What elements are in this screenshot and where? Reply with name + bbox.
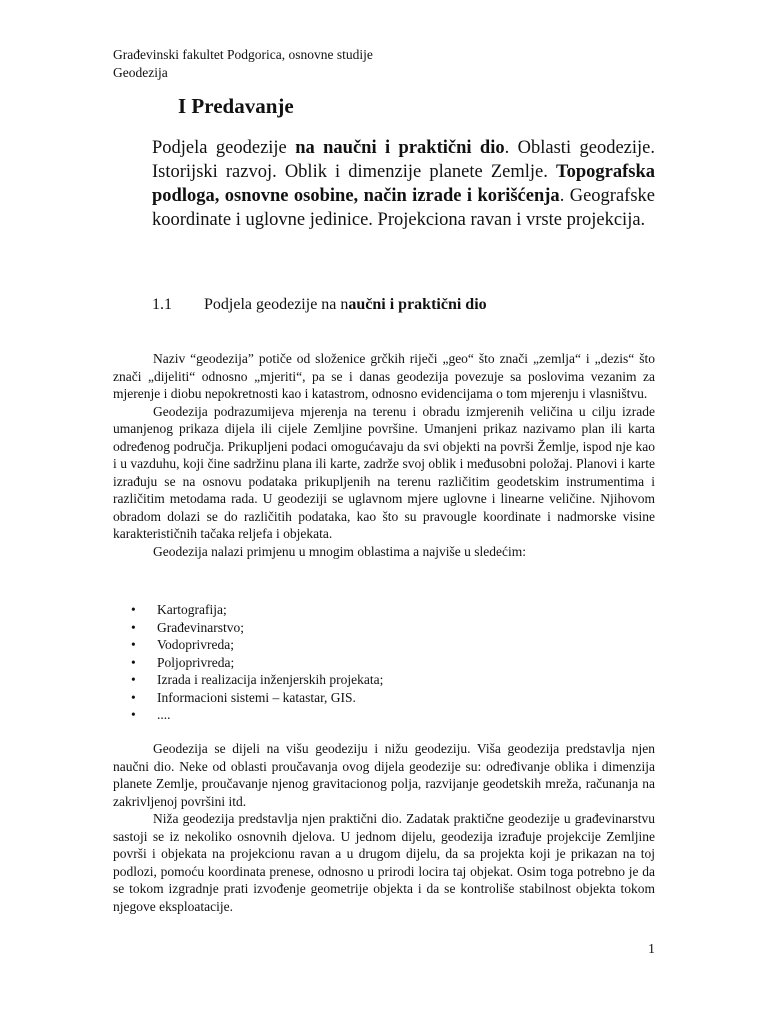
paragraph: Geodezija nalazi primjenu u mnogim oblastima a najviše u sledećim: [153, 543, 527, 559]
list-item-text: Izrada i realizacija inženjerskih projekata; [157, 672, 384, 687]
bullet: • [131, 637, 136, 652]
section-title-bold: aučni i praktični dio [348, 296, 487, 313]
header-faculty: Građevinski fakultet Podgorica, osnovne studije [113, 47, 373, 62]
list-item-text: Informacioni sistemi – katastar, GIS. [157, 689, 356, 705]
paragraph: Geodezija se dijeli na višu geodeziju i nižu geodeziju. Viša geodezija predstavlja njen naučni dio. Neke od oblasti proučavanja ovog dijela geodezije su: određivanje oblika i dimenzija planete Zemlje, proučavanje njenog gravitacionog polja, razvijanje geodetskih mreža, računanja na zakrivljenoj površini itd. [113, 741, 655, 809]
paragraph: Naziv “geodezija” potiče od složenice grčkih riječi „geo“ što znači „zemlja“ i „dezis“ što znači „dijeliti“ odnosno „mjeriti“, pa se i danas geodezija povezuje sa poslovima vezanim za mjerenje i diobu nepokretnosti kao i katastrom, odnosno evidencijama o tom mjerenju i vlasništvu. [113, 351, 655, 401]
list-item [113, 671, 655, 689]
list-item-text: Kartografija; [157, 602, 227, 617]
list-item [113, 689, 655, 707]
bullet: • [131, 689, 136, 705]
bullet: • [131, 602, 136, 617]
lecture-topics [152, 136, 655, 232]
list-item [113, 619, 655, 637]
section-heading [152, 296, 655, 314]
list-item [113, 654, 655, 672]
bullet: • [131, 654, 136, 670]
topics-text-1: Podjela geodezije [152, 138, 296, 158]
page-header [113, 46, 373, 82]
section-title [204, 296, 487, 314]
list-item-text: Poljoprivreda; [157, 654, 235, 670]
section-number: 1.1 [152, 296, 172, 313]
bullet: • [131, 672, 136, 687]
list-item [113, 706, 655, 724]
paragraph: Niža geodezija predstavlja njen praktični dio. Zadatak praktične geodezije u građevinarstvu sastoji se iz nekoliko osnovnih djelova. U jednom dijelu, geodezija izrađuje projekcije Zemljine površi i objekata na projekcionu ravan a u drugom dijelu, da sa projekta koji je prikazan na toj podlozi, pomoću koordinata prenese, odnosno u prirodi locira taj objekat. Osim toga potrebno je da se tokom izgradnje prati izvođenje geometrije objekta i da se kontroliše stabilnost objekta tokom njegove eksploatacije. [113, 811, 655, 914]
list-item [113, 601, 655, 619]
topics-text-2: . Oblasti geodezije. Istorijski razvoj. Oblik i dimenzije planete Zemlje. [152, 138, 655, 182]
header-subject: Geodezija [113, 65, 168, 80]
list-item [113, 636, 655, 654]
topics-text-3: . Geografske koordinate i uglovne jedinice. Projekciona ravan i vrste projekcija. [152, 186, 655, 230]
list-item-text: Vodoprivreda; [157, 637, 234, 652]
page-number: 1 [648, 942, 655, 957]
list-item-text: Građevinarstvo; [157, 619, 244, 635]
bullet: • [131, 707, 136, 722]
section-title-plain: Podjela geodezije na n [204, 296, 349, 313]
body-block-2 [113, 740, 655, 915]
page-title: I Predavanje [178, 94, 294, 118]
bullet: • [131, 619, 136, 635]
paragraph: Geodezija podrazumijeva mjerenja na terenu i obradu izmjerenih veličina u cilju izrade umanjenog prikaza dijela ili cijele Zemljine površine. Umanjeni prikaz nazivamo plan ili karta određenog područja. Prikupljeni podaci omogućavaju da svi objekti na površi Žemlje, ispod nje kao i u vazduhu, koji čine sadržinu plana ili karte, zadrže svoj oblik i međusobni položaj. Planovi i karte izrađuju se na osnovu podataka prikupljenih na terenu različitim geodetskim instrumentima i različitim metodama rada. U geodeziji se uglavnom mjere uglovne i linearne veličine. Njihovom obradom dolazi se do različitih podataka, kao što su pravougle koordinate i nadmorske visine karakterističnih tačaka reljefa i objekata. [113, 403, 655, 541]
applications-list [113, 601, 655, 724]
body-block-1 [113, 350, 655, 560]
list-item-text: .... [157, 707, 171, 722]
topics-bold-2: Topografska podloga, osnovne osobine, način izrade i korišćenja [152, 162, 655, 206]
topics-bold-1: na naučni i praktični dio [295, 138, 505, 158]
